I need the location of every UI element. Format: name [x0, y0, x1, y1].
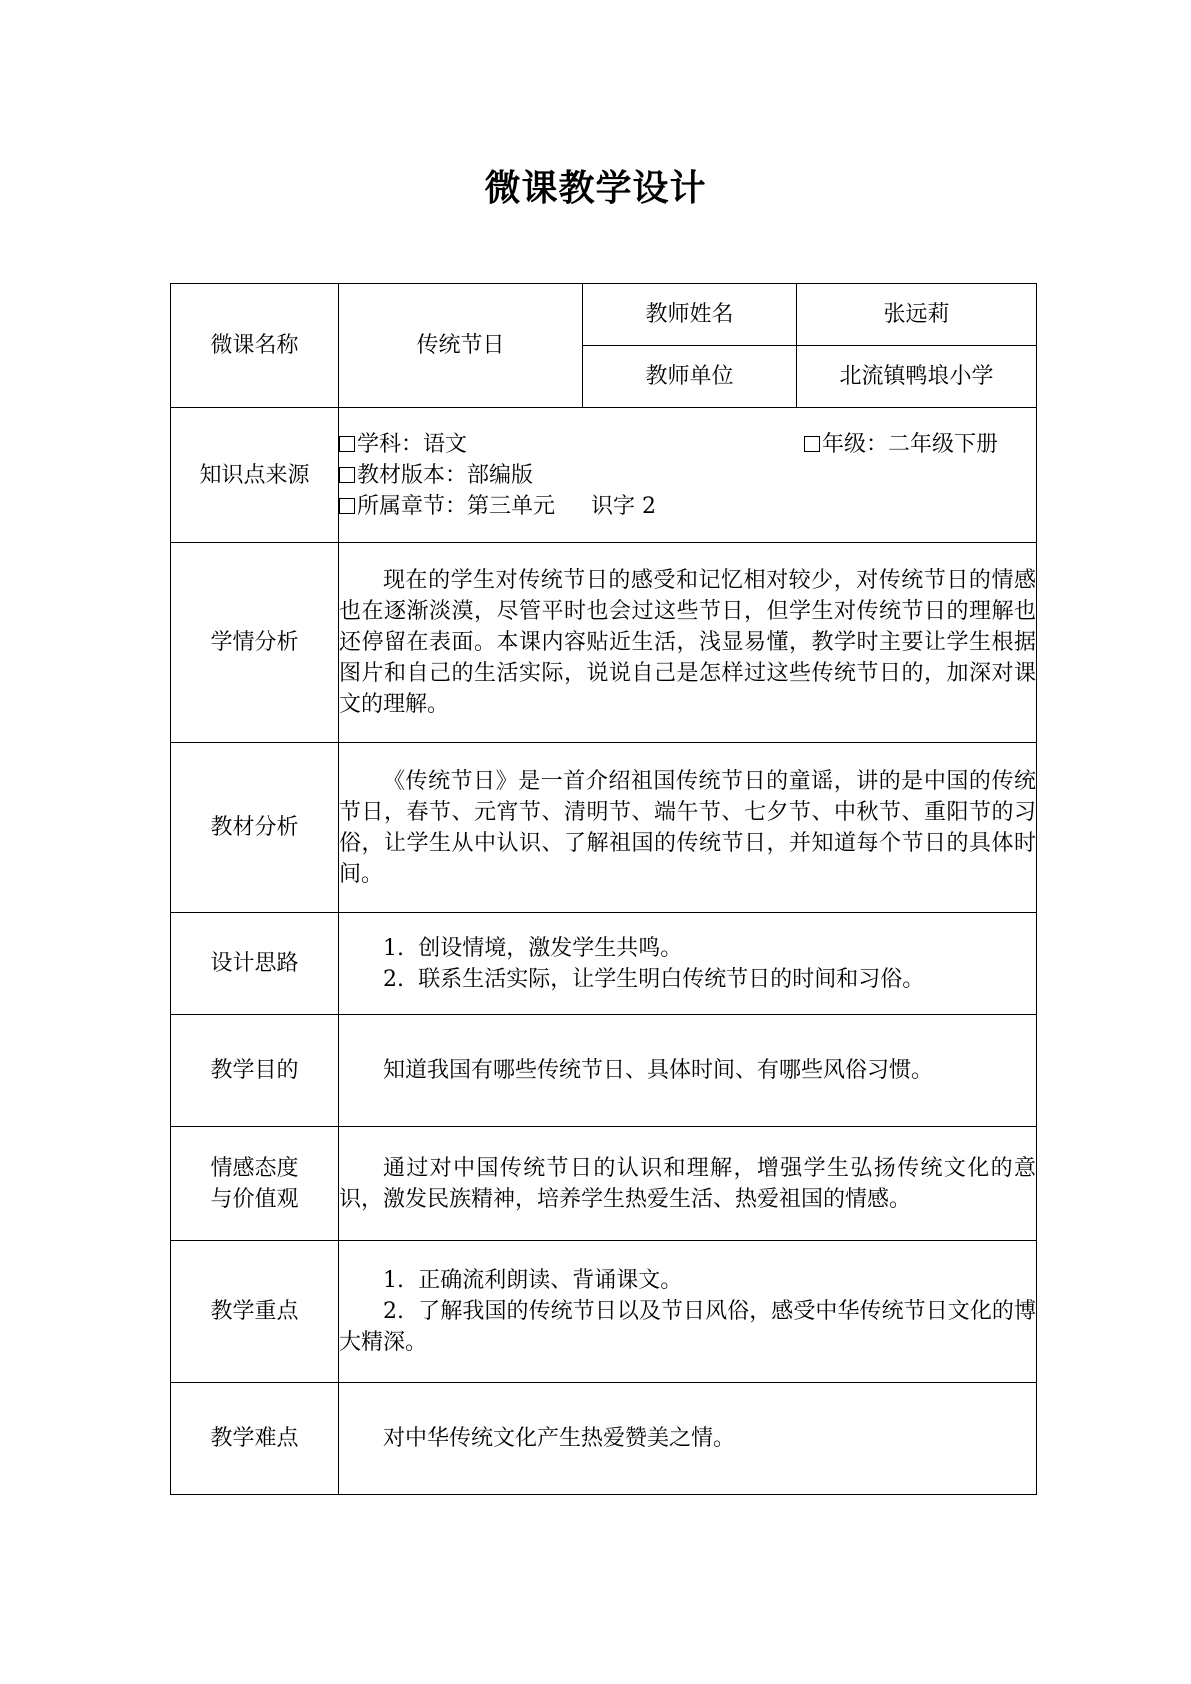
table-row — [171, 743, 1037, 913]
emotion-values-text: 通过对中国传统节日的认识和理解，增强学生弘扬传统文化的意识，激发民族精神，培养学生热爱生活、热爱祖国的情感。 — [339, 1155, 1036, 1212]
student-analysis-content — [339, 543, 1037, 743]
table-row — [171, 1241, 1037, 1383]
table-row — [171, 1015, 1037, 1127]
list-item — [339, 933, 1036, 964]
teacher-unit-label: 教师单位 — [583, 346, 797, 408]
list-item — [339, 1296, 1036, 1358]
lesson-design-table — [170, 283, 1037, 1495]
edition-text: 教材版本：部编版 — [357, 462, 534, 488]
list-number: 1. — [383, 1268, 404, 1293]
edition-line — [339, 460, 1036, 491]
teacher-name-value: 张远莉 — [797, 284, 1037, 346]
knowledge-source-label: 知识点来源 — [171, 408, 339, 543]
knowledge-source-row — [339, 429, 1036, 460]
difficult-points-content — [339, 1383, 1037, 1495]
list-item — [339, 964, 1036, 995]
list-text: 联系生活实际，让学生明白传统节日的时间和习俗。 — [418, 966, 925, 992]
grade-text: 年级：二年级下册 — [821, 431, 998, 457]
page-title: 微课教学设计 — [484, 167, 707, 209]
list-number: 2. — [383, 966, 404, 992]
subject-line — [339, 429, 467, 460]
checkbox-icon — [339, 436, 355, 452]
student-analysis-label: 学情分析 — [171, 543, 339, 743]
checkbox-icon — [804, 436, 820, 452]
design-idea-content — [339, 913, 1037, 1015]
emotion-values-label-line1: 情感态度 — [210, 1155, 299, 1181]
list-text: 创设情境，激发学生共鸣。 — [418, 935, 683, 961]
material-analysis-label: 教材分析 — [171, 743, 339, 913]
key-points-label: 教学重点 — [171, 1241, 339, 1383]
list-text: 了解我国的传统节日以及节日风俗，感受中华传统节日文化的博大精深。 — [339, 1299, 1036, 1355]
list-item — [339, 1265, 1036, 1296]
grade-line — [804, 429, 998, 460]
emotion-values-content — [339, 1127, 1037, 1241]
table-row — [171, 408, 1037, 543]
emotion-values-label — [171, 1127, 339, 1241]
knowledge-source-content — [339, 408, 1037, 543]
key-points-content — [339, 1241, 1037, 1383]
difficult-points-text: 对中华传统文化产生热爱赞美之情。 — [383, 1426, 736, 1451]
student-analysis-text: 现在的学生对传统节日的感受和记忆相对较少，对传统节日的情感也在逐渐淡漠，尽管平时也会过这些节日，但学生对传统节日的理解也还停留在表面。本课内容贴近生活，浅显易懂，教学时主要让学生根据图片和自己的生活实际，说说自己是怎样过这些传统节日的，加深对课文的理解。 — [339, 568, 1036, 717]
subject-text: 学科：语文 — [357, 431, 468, 457]
design-idea-label: 设计思路 — [171, 913, 339, 1015]
chapter-lesson: 识字 2 — [591, 493, 657, 519]
difficult-points-label: 教学难点 — [171, 1383, 339, 1495]
table-row — [171, 1383, 1037, 1495]
table-row — [171, 913, 1037, 1015]
checkbox-icon — [339, 498, 355, 514]
table-row — [171, 543, 1037, 743]
list-text: 正确流利朗读、背诵课文。 — [418, 1268, 683, 1293]
course-name-label: 微课名称 — [171, 284, 339, 408]
emotion-values-label-line2: 与价值观 — [210, 1186, 299, 1212]
teacher-unit-value: 北流镇鸭埌小学 — [797, 346, 1037, 408]
teaching-goal-text: 知道我国有哪些传统节日、具体时间、有哪些风俗习惯。 — [383, 1058, 934, 1083]
table-row — [171, 284, 1037, 346]
list-number: 1. — [383, 935, 404, 961]
teaching-goal-label: 教学目的 — [171, 1015, 339, 1127]
course-name-value: 传统节日 — [339, 284, 583, 408]
table-row — [171, 1127, 1037, 1241]
chapter-text: 所属章节：第三单元 — [357, 493, 556, 519]
material-analysis-content — [339, 743, 1037, 913]
teacher-name-label: 教师姓名 — [583, 284, 797, 346]
list-number: 2. — [383, 1299, 404, 1324]
material-analysis-text: 《传统节日》是一首介绍祖国传统节日的童谣，讲的是中国的传统节日，春节、元宵节、清明节、端午节、七夕节、中秋节、重阳节的习俗，让学生从中认识、了解祖国的传统节日，并知道每个节日的具体时间。 — [339, 768, 1036, 887]
checkbox-icon — [339, 467, 355, 483]
teaching-goal-content — [339, 1015, 1037, 1127]
chapter-line — [339, 491, 1036, 522]
